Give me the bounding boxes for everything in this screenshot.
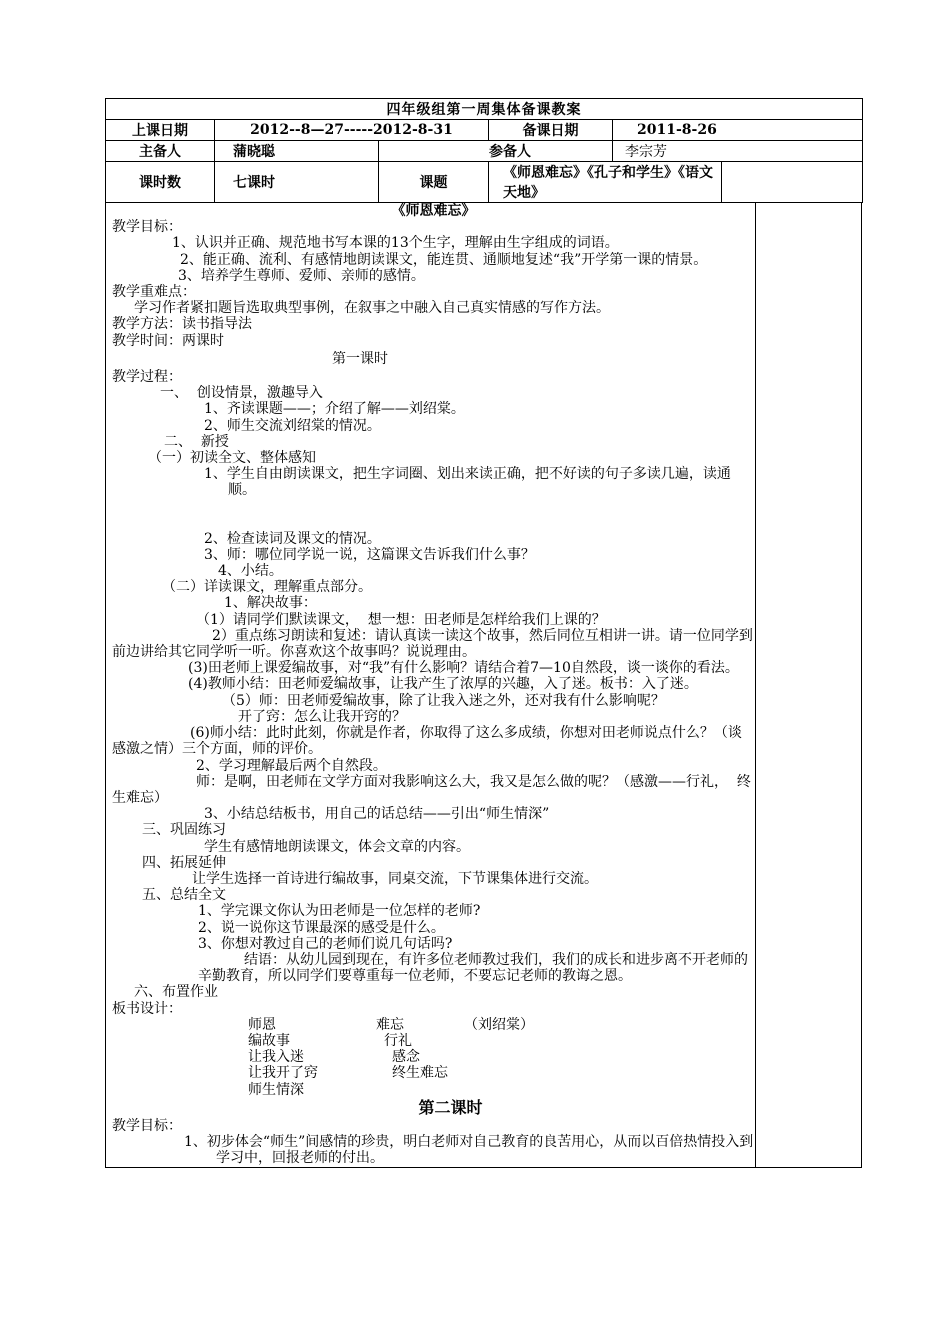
step-1-2: 2、师生交流刘绍棠的情况。 [204, 417, 381, 434]
process-label: 教学过程： [112, 369, 182, 386]
hours-label: 课时数 [106, 162, 215, 203]
hours-value: 七课时 [215, 162, 379, 203]
topic-value: 《师恩难忘》《孔子和学生》《语文天地》 [489, 162, 722, 203]
question-1: （1）请同学们默读课文， 想一想：田老师是怎样给我们上课的？ [196, 611, 606, 628]
step-2: 二、 新授 [164, 433, 229, 450]
header-table [105, 98, 863, 203]
question-6: (6)师小结：此时此刻，你就是作者，你取得了这么多成绩，你想对田老师说点什么？（谈感激之情）三个方面，师的评价。 [112, 725, 742, 758]
side-column [756, 203, 861, 1167]
step-2a-1: 1、学生自由朗读课文，把生字词圈、划出来读正确，把不好读的句子多读几遍，读通顺。 [204, 466, 731, 499]
teaching-time: 教学时间：两课时 [112, 332, 224, 349]
step-2a-3: 3、师：哪位同学说一说，这篇课文告诉我们什么事？ [204, 546, 535, 563]
board-xingli: 行礼 [384, 1032, 412, 1049]
board-shien: 师恩 [248, 1016, 276, 1033]
board-nanwang: 难忘 [376, 1016, 404, 1033]
board-zhongsheng: 终生难忘 [392, 1065, 448, 1082]
board-bian-gushi: 编故事 [248, 1032, 290, 1049]
key-text: 学习作者紧扣题旨选取典型事例，在叙事之中融入自己真实情感的写作方法。 [134, 300, 610, 317]
question-5-sub: 开了窍：怎么让我开窍的？ [238, 708, 406, 725]
board-rumi: 让我入迷 [248, 1049, 304, 1066]
page-title: 四年级组第一周集体备课教案 [106, 99, 863, 120]
goals-label: 教学目标： [112, 219, 182, 236]
question-5: （5）师：田老师爱编故事，除了让我入迷之外，还对我有什么影响呢？ [222, 692, 665, 709]
step-5-1: 1、学完课文你认为田老师是一位怎样的老师? [198, 903, 481, 920]
goal-2-1: 1、初步体会“师生”间感情的珍贵，明白老师对自己教育的良苦用心，从而以百倍热情投入到学习中，回报老师的付出。 [184, 1134, 754, 1167]
step-4-text: 让学生选择一首诗进行编故事，同桌交流，下节课集体进行交流。 [192, 870, 598, 887]
prep-date-value: 2011-8-26 [613, 120, 863, 141]
period-2-heading: 第二课时 [418, 1097, 483, 1117]
step-5-3: 3、你想对教过自己的老师们说几句话吗? [198, 935, 453, 952]
question-3: (3)田老师上课爱编故事，对“我”有什么影响？请结合着7—10自然段，谈一谈你的看法。 [188, 660, 739, 677]
lesson-body [105, 203, 862, 1168]
goal-1: 1、认识并正确、规范地书写本课的13个生字，理解由生字组成的词语。 [172, 235, 619, 252]
step-1: 一、 创设情景，激趣导入 [160, 385, 323, 402]
step-5: 五、总结全文 [142, 887, 226, 904]
step-2b-2-text: 师：是啊，田老师在文学方面对我影响这么大，我又是怎么做的呢？（感激——行礼， 终生难忘） [112, 773, 751, 806]
step-5-4: 结语：从幼儿园到现在，有许多位老师教过我们，我们的成长和进步离不开老师的辛勤教育，所以同学们要尊重每一位老师，不要忘记老师的教诲之恩。 [198, 951, 748, 985]
lesson-subtitle: 《师恩难忘》 [391, 203, 476, 219]
lead-teacher-label: 主备人 [106, 141, 215, 162]
class-date-label: 上课日期 [106, 120, 215, 141]
step-5-2: 2、说一说你这节课最深的感受是什么。 [198, 919, 445, 936]
step-6: 六、布置作业 [134, 984, 218, 1001]
board-qingshen: 师生情深 [248, 1081, 304, 1098]
period-1-heading: 第一课时 [332, 350, 388, 367]
teaching-method: 教学方法：读书指导法 [112, 316, 252, 333]
goal-3: 3、培养学生尊师、爱师、亲师的感情。 [178, 267, 425, 284]
step-2a-4: 4、小结。 [218, 563, 283, 580]
lesson-content [106, 203, 756, 1167]
co-teacher-label: 参备人 [379, 141, 613, 162]
key-label: 教学重难点： [112, 284, 196, 301]
question-4: (4)教师小结：田老师爱编故事，让我产生了浓厚的兴趣，入了迷。板书：入了迷。 [188, 676, 698, 693]
step-2a-2: 2、检查读词及课文的情况。 [204, 530, 381, 547]
class-date-value: 2012--8—27-----2012-8-31 [215, 120, 489, 141]
prep-date-label: 备课日期 [489, 120, 613, 141]
step-4: 四、拓展延伸 [142, 854, 226, 871]
goals-2-label: 教学目标： [112, 1117, 182, 1134]
step-2a: （一）初读全文、整体感知 [148, 450, 316, 467]
goal-2: 2、能正确、流利、有感情地朗读课文，能连贯、通顺地复述“我”开学第一课的情景。 [180, 251, 708, 268]
lesson-plan-document [105, 98, 862, 1168]
question-2: 2）重点练习朗读和复述：请认真读一读这个故事，然后同位互相讲一讲。请一位同学到前边讲给其它同学听一听。你喜欢这个故事吗？说说理由。 [112, 627, 753, 661]
board-author: （刘绍棠） [464, 1016, 534, 1033]
board-label: 板书设计： [112, 1000, 182, 1017]
topic-label: 课题 [379, 162, 489, 203]
step-2b-3: 3、小结总结板书，用自己的话总结——引出“师生情深” [204, 806, 550, 823]
step-2b: （二）详读课文，理解重点部分。 [162, 579, 372, 596]
step-1-1: 1、齐读课题——；介绍了解——刘绍棠。 [204, 401, 465, 418]
board-design [112, 1017, 755, 1098]
step-2b-2: 2、学习理解最后两个自然段。 [196, 757, 387, 774]
co-teacher-value: 李宗芳 [613, 141, 863, 162]
board-gannian: 感念 [392, 1049, 420, 1066]
step-3: 三、巩固练习 [142, 822, 226, 839]
step-2b-1: 1、解决故事： [224, 595, 317, 612]
board-kaiqiao: 让我开了窍 [248, 1065, 318, 1082]
lead-teacher-value: 蒲晓聪 [215, 141, 379, 162]
step-3-text: 学生有感情地朗读课文，体会文章的内容。 [204, 838, 470, 855]
